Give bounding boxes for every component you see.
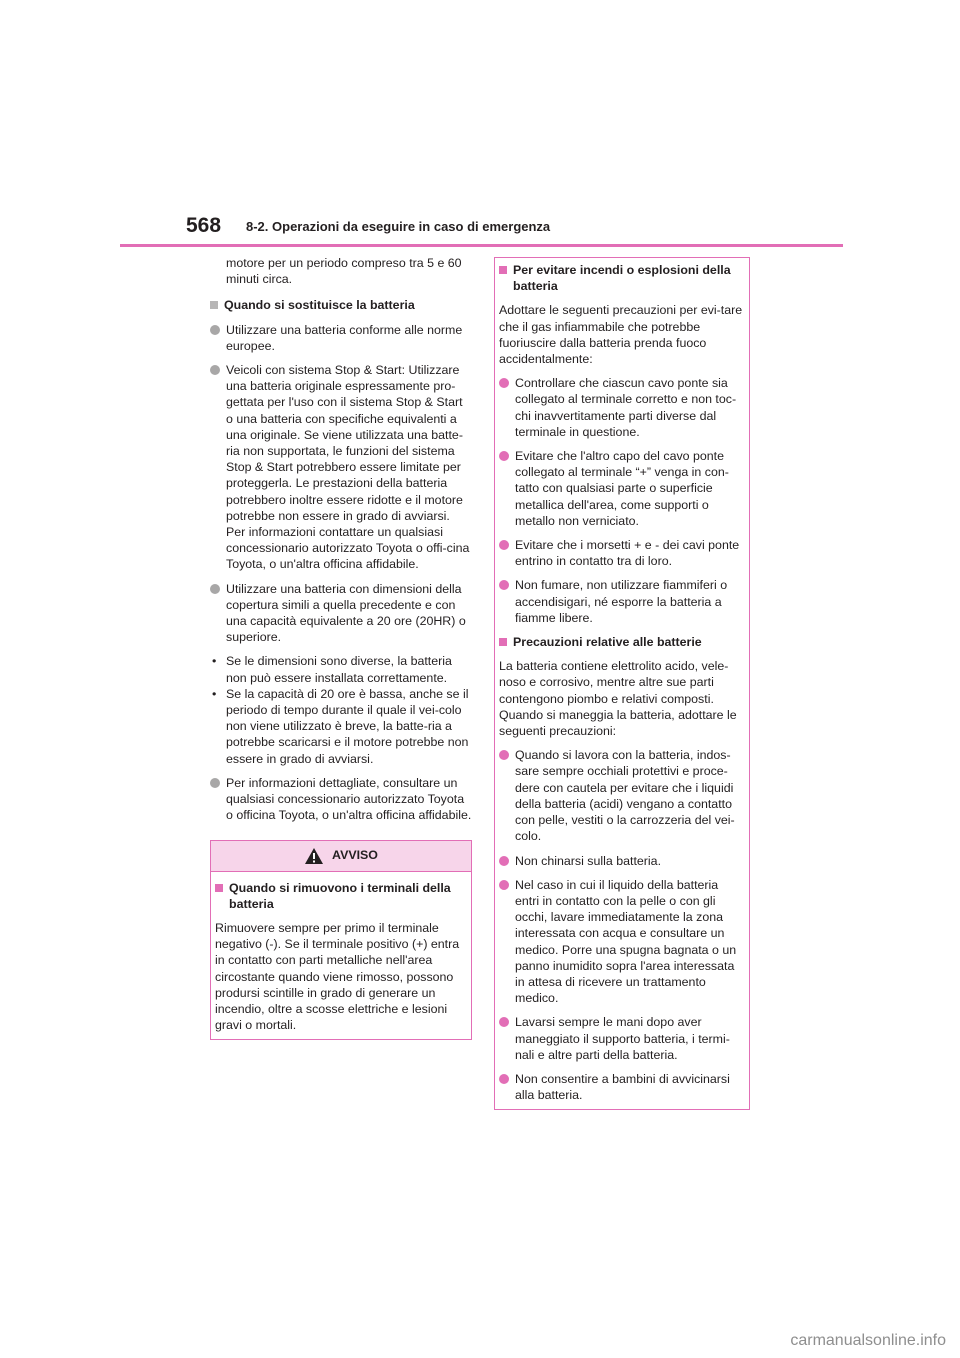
warning-body [211, 872, 471, 1040]
heading-fire-prevention: Per evitare incendi o esplosioni della batteria [499, 262, 743, 294]
list-item: Utilizzare una batteria conforme alle norme europee. [210, 322, 472, 354]
list-item: Per informazioni dettagliate, consultare un qualsiasi concessionario autorizzato Toyota o officina Toyota, o un'altra officina affidabile. [210, 775, 472, 824]
heading-battery-replacement: Quando si sostituisce la batteria [210, 297, 472, 313]
list-item: Non chinarsi sulla batteria. [499, 853, 743, 869]
circle-bullet-icon [499, 540, 509, 550]
sub-list-item: • Se le dimensioni sono diverse, la batteria non può essere installata correttamente. [212, 654, 452, 685]
watermark: carmanualsonline.info [790, 1332, 946, 1349]
sub-list-item: • Se la capacità di 20 ore è bassa, anche se il periodo di tempo durante il quale il vei-colo non viene utilizzato è breve, la batte-ria a potrebbe scaricarsi e il motore potrebbe non essere in grado di avviarsi. [212, 686, 469, 766]
right-column [494, 257, 750, 1110]
dot-mark: • [212, 654, 217, 669]
list-item: Veicoli con sistema Stop & Start: Utilizzare una batteria originale espressamente pro-gettata per l'uso con il sistema Stop & Start o una batteria con specifiche equivalenti a una originale. Se viene utilizzata una batte-ria non supportata, le funzioni del sistema Stop & Start potrebbero essere limitate per proteggerla. Le prestazioni della batteria potrebbero inoltre essere ridotte e il motore potrebbe non essere in grado di avviarsi. Per informazioni contattare un qualsiasi concessionario autorizzato Toyota o offi-cina Toyota, o un'altra officina affidabile. [210, 362, 472, 573]
page-number: 568 [186, 214, 222, 237]
warning-box [210, 840, 472, 1041]
list-item: Controllare che ciascun cavo ponte sia collegato al terminale corretto e non toc-chi inavvertitamente parti diverse dal terminale in questione. [499, 375, 743, 440]
list-item: Non fumare, non utilizzare fiammiferi o accendisigari, né esporre la batteria a fiamme libere. [499, 577, 743, 626]
square-bullet-icon [499, 266, 507, 274]
circle-bullet-icon [210, 584, 220, 594]
list-item: Utilizzare una batteria con dimensioni della copertura simili a quella precedente e con una capacità equivalente a 20 ore (20HR) o superiore. [210, 581, 472, 646]
circle-bullet-icon [499, 580, 509, 590]
list-item: Quando si lavora con la batteria, indos-sare sempre occhiali protettivi e proce-dere con cautela per evitare che i liquidi della batteria (acidi) vengano a contatto con pelle, vestiti o la carrozzeria del vei-colo. [499, 747, 743, 844]
list-item: Lavarsi sempre le mani dopo aver maneggiato il supporto batteria, i termi-nali e altre parti della batteria. [499, 1014, 743, 1063]
warning-title-bar [211, 841, 471, 872]
warning-title: AVVISO [332, 848, 378, 863]
dot-mark: • [212, 686, 217, 701]
circle-bullet-icon [499, 378, 509, 388]
page-header [0, 0, 960, 250]
square-bullet-icon [499, 638, 507, 646]
list-item: Evitare che l'altro capo del cavo ponte collegato al terminale “+” venga in con-tatto con qualsiasi parte o superficie metallica dell'area, come supporti o metallo non verniciato. [499, 448, 743, 529]
square-bullet-icon [210, 301, 218, 309]
circle-bullet-icon [499, 1017, 509, 1027]
circle-bullet-icon [499, 880, 509, 890]
header-rule [120, 244, 843, 247]
list-item: Nel caso in cui il liquido della batteria entri in contatto con la pelle o con gli occhi, lavare immediatamente la zona interessata con acqua e consultare un medico. Porre una spugna bagnata o un panno inumidito sopra l'area interessata in attesa di ricevere un trattamento medico. [499, 877, 743, 1007]
circle-bullet-icon [210, 365, 220, 375]
left-column [210, 255, 472, 1040]
fire-intro: Adottare le seguenti precauzioni per evi-tare che il gas infiammabile che potrebbe fuoriuscire dalla batteria prenda fuoco accidentalmente: [499, 303, 743, 367]
square-bullet-icon [215, 884, 223, 892]
precautions-intro: La batteria contiene elettrolito acido, vele-noso e corrosivo, mentre altre sue parti contengono piombo e relativi composti. Quando si maneggia la batteria, adottare le seguenti precauzioni: [499, 659, 737, 739]
warning-heading: Quando si rimuovono i terminali della batteria [215, 880, 465, 912]
circle-bullet-icon [210, 778, 220, 788]
circle-bullet-icon [499, 1074, 509, 1084]
circle-bullet-icon [499, 856, 509, 866]
continuation-text: motore per un periodo compreso tra 5 e 60 minuti circa. [226, 256, 462, 287]
list-item: Evitare che i morsetti + e - dei cavi ponte entrino in contatto tra di loro. [499, 537, 743, 569]
circle-bullet-icon [499, 750, 509, 760]
warning-triangle-icon [304, 847, 324, 865]
list-item: Non consentire a bambini di avvicinarsi alla batteria. [499, 1071, 743, 1103]
circle-bullet-icon [210, 325, 220, 335]
circle-bullet-icon [499, 451, 509, 461]
section-title: 8-2. Operazioni da eseguire in caso di emergenza [246, 219, 551, 234]
heading-battery-precautions: Precauzioni relative alle batterie [499, 634, 743, 650]
warning-text: Rimuovere sempre per primo il terminale negativo (-). Se il terminale positivo (+) entra in contatto con parti metalliche nell'area circostante quando viene rimosso, possono prodursi scintille in grado di generare un incendio, oltre a scosse elettriche e lesioni gravi o mortali. [215, 920, 460, 1033]
caution-box [494, 257, 750, 1110]
